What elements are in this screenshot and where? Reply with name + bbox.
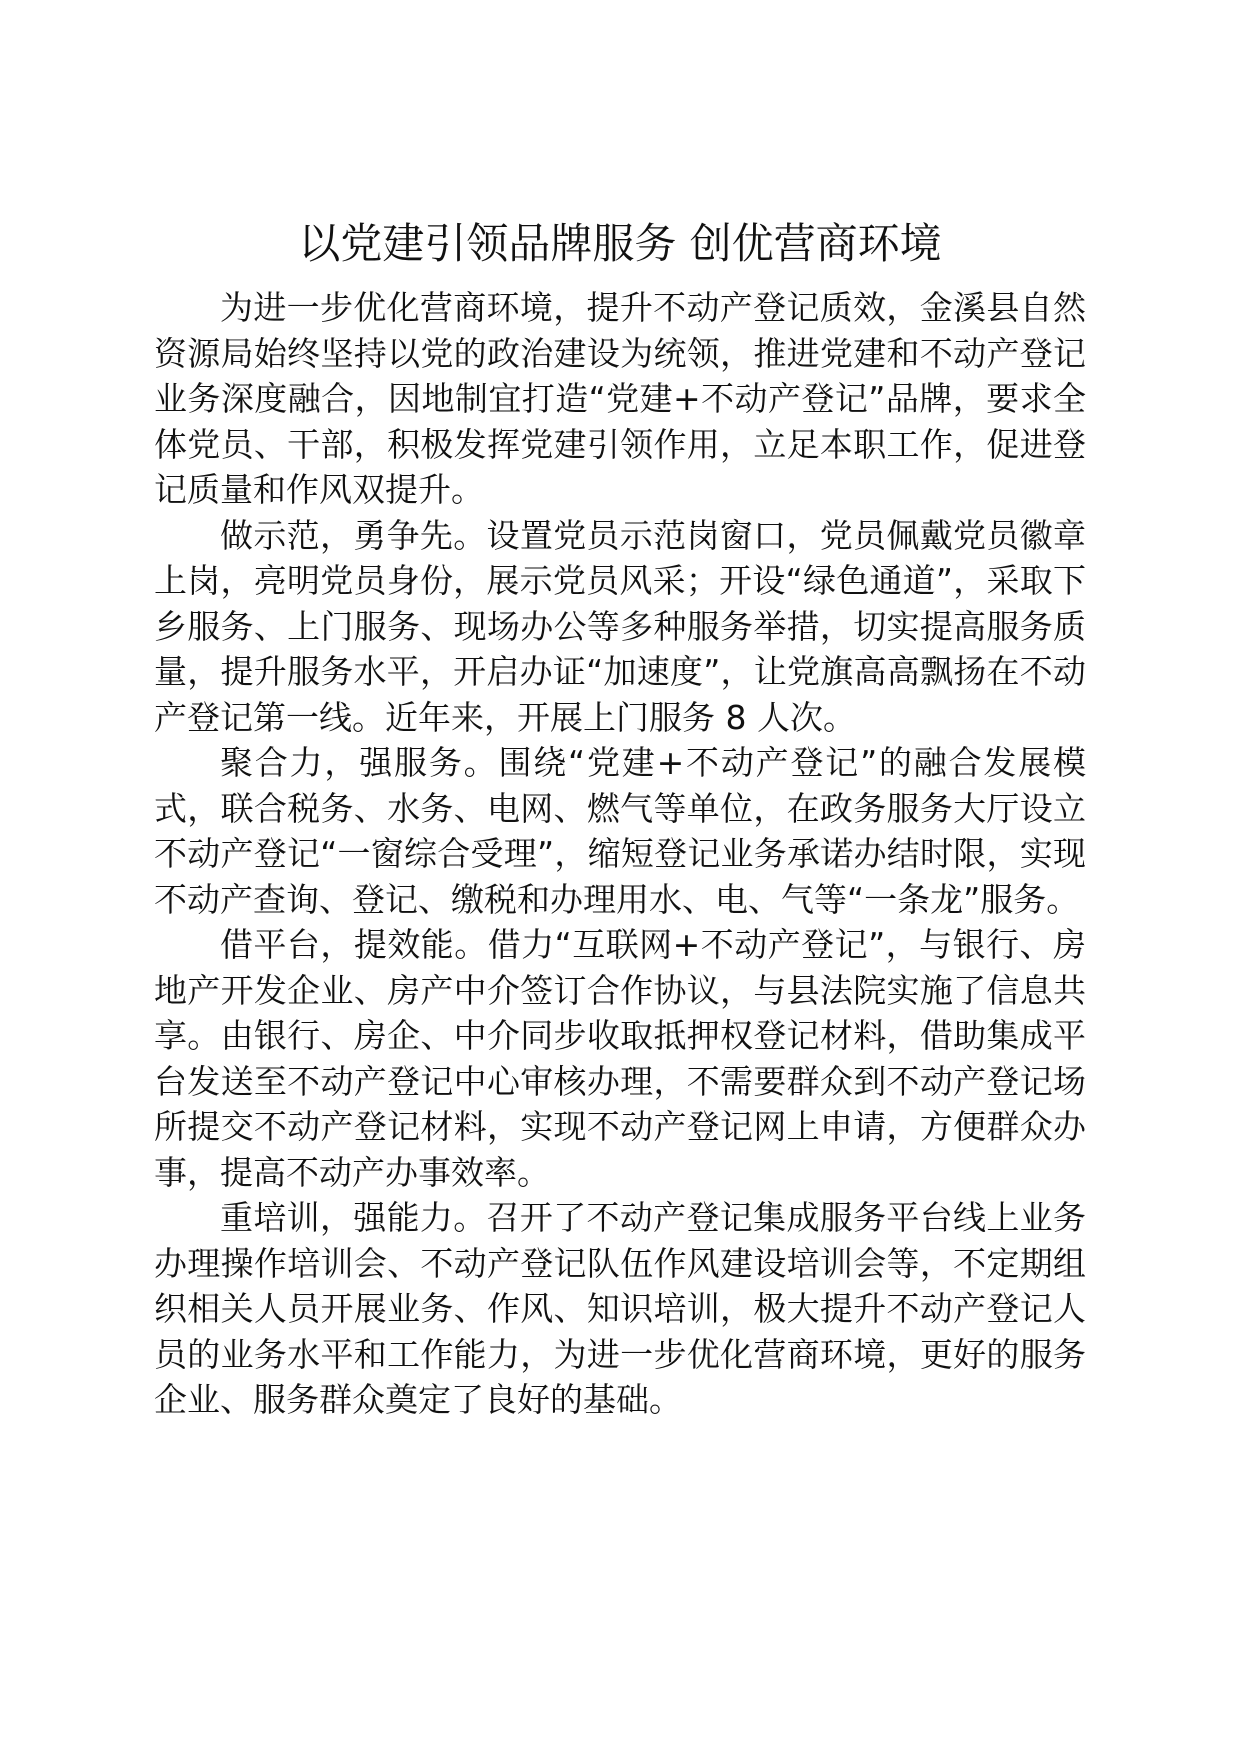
paragraph-demonstration: 做示范，勇争先。设置党员示范岗窗口，党员佩戴党员徽章上岗，亮明党员身份，展示党员风采；开设“绿色通道”，采取下乡服务、上门服务、现场办公等多种服务举措，切实提高服务质量，提升服务水平，开启办证“加速度”，让党旗高高飘扬在不动产登记第一线。近年来，开展上门服务 8 人次。 [154, 515, 1086, 737]
document-title: 以党建引领品牌服务 创优营商环境 [298, 219, 942, 268]
paragraph-training: 重培训，强能力。召开了不动产登记集成服务平台线上业务办理操作培训会、不动产登记队伍作风建设培训会等，不定期组织相关人员开展业务、作风、知识培训，极大提升不动产登记人员的业务水平和工作能力，为进一步优化营商环境，更好的服务企业、服务群众奠定了良好的基础。 [154, 1198, 1086, 1419]
paragraph-synergy: 聚合力，强服务。围绕“党建+不动产登记”的融合发展模式，联合税务、水务、电网、燃气等单位，在政务服务大厅设立不动产登记“一窗综合受理”，缩短登记业务承诺办结时限，实现不动产查询、登记、缴税和办理用水、电、气等“一条龙”服务。 [154, 743, 1086, 919]
paragraph-intro: 为进一步优化营商环境，提升不动产登记质效，金溪县自然资源局始终坚持以党的政治建设为统领，推进党建和不动产登记业务深度融合，因地制宜打造“党建+不动产登记”品牌，要求全体党员、干部，积极发挥党建引领作用，立足本职工作，促进登记质量和作风双提升。 [154, 288, 1086, 509]
document-body [154, 285, 1086, 1423]
paragraph-platform: 借平台，提效能。借力“互联网+不动产登记”，与银行、房地产开发企业、房产中介签订合作协议，与县法院实施了信息共享。由银行、房企、中介同步收取抵押权登记材料，借助集成平台发送至不动产登记中心审核办理，不需要群众到不动产登记场所提交不动产登记材料，实现不动产登记网上申请，方便群众办事，提高不动产办事效率。 [154, 925, 1086, 1192]
